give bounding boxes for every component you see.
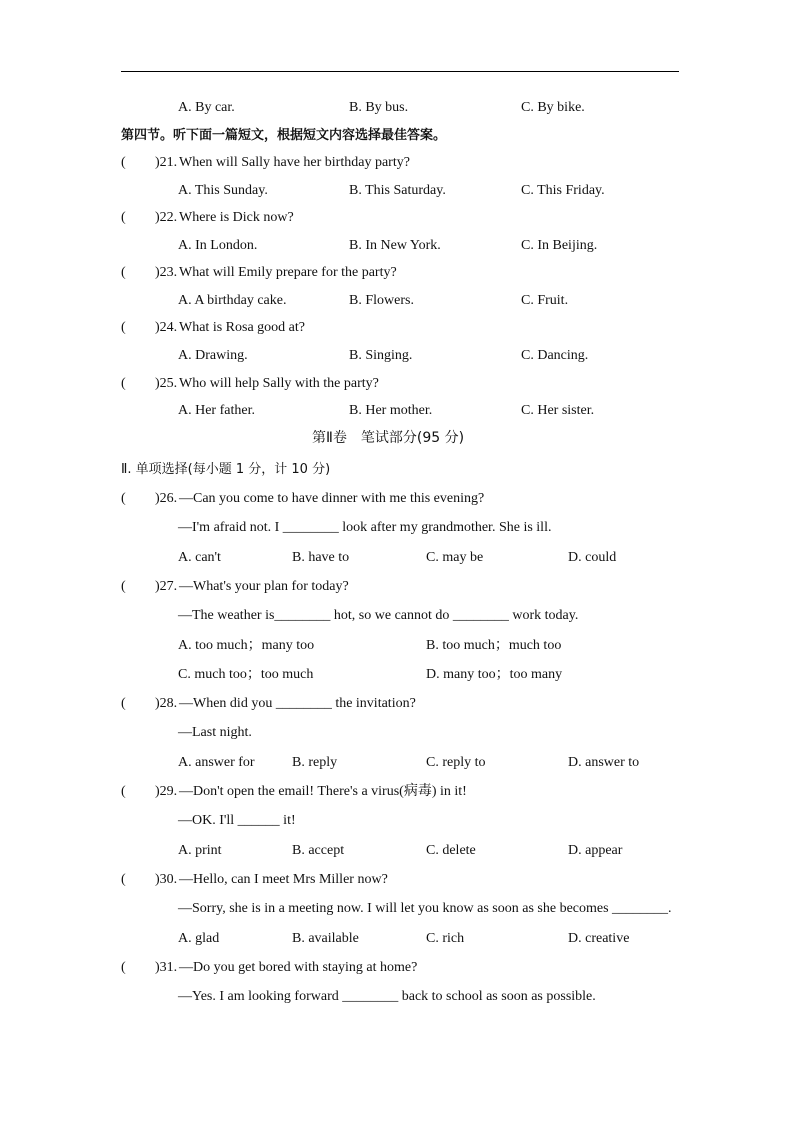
question-number-22: )22. [155, 210, 178, 225]
answer-paren-23: ( [121, 265, 126, 280]
q27-option-c: C. much too；too much [178, 667, 314, 682]
q21-option-a: A. This Sunday. [178, 183, 268, 198]
q22-option-b: B. In New York. [349, 238, 441, 253]
question-number-21: )21. [155, 155, 178, 170]
q29-option-d: D. appear [568, 843, 623, 858]
question-line1-27: —What's your plan for today? [179, 579, 349, 594]
q24-option-c: C. Dancing. [521, 348, 589, 363]
q28-option-d: D. answer to [568, 755, 640, 770]
q26-option-d: D. could [568, 550, 617, 565]
q27-option-b: B. too much；much too [426, 638, 562, 653]
q26-option-c: C. may be [426, 550, 484, 565]
q30-option-d: D. creative [568, 931, 630, 946]
answer-paren-30: ( [121, 872, 126, 887]
answer-paren-27: ( [121, 579, 126, 594]
question-line2-31: —Yes. I am looking forward ________ back to school as soon as possible. [178, 989, 596, 1004]
answer-paren-28: ( [121, 696, 126, 711]
q22-option-a: A. In London. [178, 238, 258, 253]
part4-header: 第四节。听下面一篇短文，根据短文内容选择最佳答案。 [121, 128, 447, 143]
question-stem-22: Where is Dick now? [179, 210, 294, 225]
q28-option-a: A. answer for [178, 755, 255, 770]
top-rule [121, 71, 679, 72]
question-line2-28: —Last night. [178, 725, 252, 740]
q29-option-c: C. delete [426, 843, 476, 858]
q27-option-a: A. too much；many too [178, 638, 315, 653]
question-line2-29: —OK. I'll ______ it! [178, 813, 296, 828]
q25-option-c: C. Her sister. [521, 403, 595, 418]
q20-option-a: A. By car. [178, 100, 235, 115]
q22-option-c: C. In Beijing. [521, 238, 598, 253]
question-number-29: )29. [155, 784, 178, 799]
q30-option-b: B. available [292, 931, 359, 946]
q26-option-a: A. can't [178, 550, 221, 565]
q23-option-a: A. A birthday cake. [178, 293, 287, 308]
answer-paren-24: ( [121, 320, 126, 335]
q25-option-b: B. Her mother. [349, 403, 433, 418]
answer-paren-21: ( [121, 155, 126, 170]
question-stem-25: Who will help Sally with the party? [179, 376, 379, 391]
q25-option-a: A. Her father. [178, 403, 255, 418]
question-number-23: )23. [155, 265, 178, 280]
q28-option-c: C. reply to [426, 755, 486, 770]
q30-option-a: A. glad [178, 931, 220, 946]
q21-option-c: C. This Friday. [521, 183, 605, 198]
answer-paren-22: ( [121, 210, 126, 225]
question-number-27: )27. [155, 579, 178, 594]
answer-paren-29: ( [121, 784, 126, 799]
q24-option-a: A. Drawing. [178, 348, 248, 363]
q30-option-c: C. rich [426, 931, 465, 946]
question-line1-31: —Do you get bored with staying at home? [179, 960, 418, 975]
q20-option-b: B. By bus. [349, 100, 409, 115]
question-line1-26: —Can you come to have dinner with me this evening? [179, 491, 485, 506]
question-line2-30: —Sorry, she is in a meeting now. I will let you know as soon as she becomes ________. [178, 901, 672, 916]
q20-option-c: C. By bike. [521, 100, 585, 115]
question-number-28: )28. [155, 696, 178, 711]
question-number-26: )26. [155, 491, 178, 506]
question-number-24: )24. [155, 320, 178, 335]
question-line1-30: —Hello, can I meet Mrs Miller now? [179, 872, 388, 887]
q26-option-b: B. have to [292, 550, 350, 565]
question-number-31: )31. [155, 960, 178, 975]
q21-option-b: B. This Saturday. [349, 183, 446, 198]
question-stem-24: What is Rosa good at? [179, 320, 305, 335]
question-number-25: )25. [155, 376, 178, 391]
q23-option-c: C. Fruit. [521, 293, 569, 308]
question-number-30: )30. [155, 872, 178, 887]
answer-paren-25: ( [121, 376, 126, 391]
answer-paren-31: ( [121, 960, 126, 975]
question-line2-26: —I'm afraid not. I ________ look after my grandmother. She is ill. [178, 520, 552, 535]
question-line2-27: —The weather is________ hot, so we cannot do ________ work today. [178, 608, 579, 623]
q23-option-b: B. Flowers. [349, 293, 414, 308]
q24-option-b: B. Singing. [349, 348, 413, 363]
question-stem-23: What will Emily prepare for the party? [179, 265, 397, 280]
question-line1-28: —When did you ________ the invitation? [179, 696, 416, 711]
q29-option-b: B. accept [292, 843, 345, 858]
q28-option-b: B. reply [292, 755, 338, 770]
section2-header: Ⅱ. 单项选择(每小题 1 分，计 10 分) [121, 462, 331, 477]
q29-option-a: A. print [178, 843, 222, 858]
question-stem-21: When will Sally have her birthday party? [179, 155, 410, 170]
answer-paren-26: ( [121, 491, 126, 506]
part2-title: 第Ⅱ卷 笔试部分(95 分) [312, 430, 465, 446]
question-line1-29: —Don't open the email! There's a virus(病毒) in it! [179, 784, 467, 799]
q27-option-d: D. many too；too many [426, 667, 563, 682]
